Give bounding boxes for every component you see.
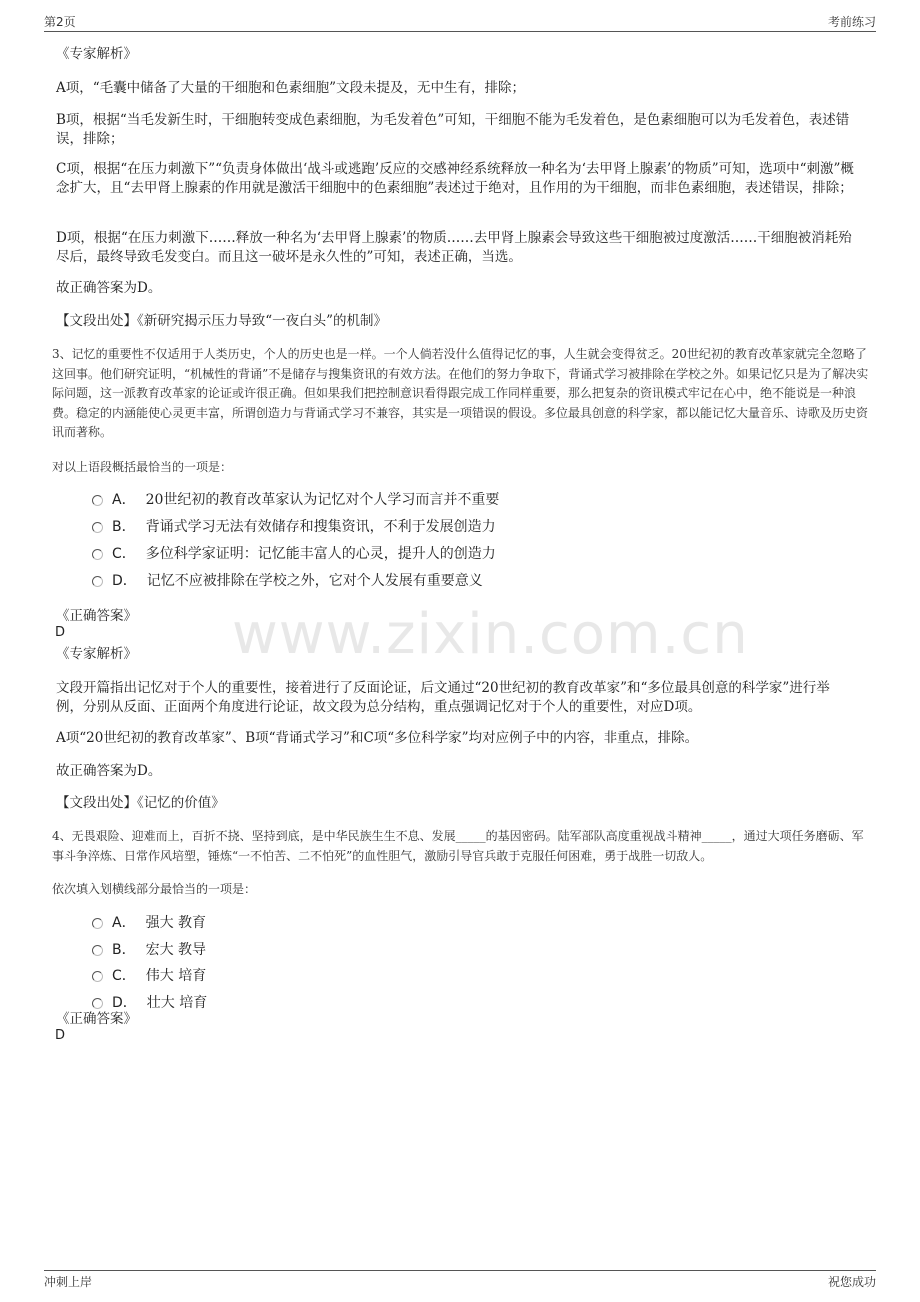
correct-answer-title: 《正确答案》 [56,1011,137,1027]
question-4-option-b[interactable]: B． 宏大 教导 [92,940,206,960]
analysis-paragraph: A项“20世纪初的教育改革家”、B项“背诵式学习”和C项“多位科学家”均对应例子中的内容，非重点，排除。 [56,730,699,746]
question-3-option-c[interactable]: C． 多位科学家证明：记忆能丰富人的心灵，提升人的创造力 [92,544,496,564]
question-4-text: 4、无畏艰险、迎难而上，百折不挠、坚持到底，是中华民族生生不息、发展_____的基因密码。陆军部队高度重视战斗精神_____，通过大项任务磨砺、军事斗争淬炼、日常作风培塑，锤炼“一不怕苦、二不怕死”的血性胆气，激励引导官兵敢于克服任何困难，勇于战胜一切敌人。 [52,829,864,863]
radio-icon[interactable] [92,522,103,533]
analysis-option-b: B项，根据“当毛发新生时，干细胞转变成色素细胞，为毛发着色”可知，干细胞不能为毛发着色，是色素细胞可以为毛发着色，表述错误，排除； [56,112,850,147]
page-header [44,13,876,32]
correct-answer-title: 《正确答案》 [56,608,137,624]
question-4-prompt: 依次填入划横线部分最恰当的一项是： [52,882,257,896]
footer-left-label: 冲刺上岸 [44,1275,93,1289]
analysis-option-a: A项，“毛囊中储备了大量的干细胞和色素细胞”文段未提及，无中生有，排除； [56,80,526,96]
analysis-option-c: C项，根据“在压力刺激下”“负责身体做出‘战斗或逃跑’反应的交感神经系统释放一种名为‘去甲肾上腺素’的物质”可知，选项中“刺激”概念扩大，且“去甲肾上腺素的作用就是激活干细胞中的色素细胞”表述过于绝对，且作用的为干细胞，而非色素细胞，表述错误，排除； [56,161,854,196]
correct-answer: D [55,1028,66,1043]
analysis-option-d: D项，根据“在压力刺激下……释放一种名为‘去甲肾上腺素’的物质……去甲肾上腺素会导致这些干细胞被过度激活……干细胞被消耗殆尽后，最终导致毛发变白。而且这一破坏是永久性的”可知，表述正确，当选。 [56,230,852,265]
radio-icon[interactable] [92,918,103,929]
analysis-conclusion: 故正确答案为D。 [56,280,162,296]
radio-icon[interactable] [92,549,103,560]
analysis-paragraph: 文段开篇指出记忆对于个人的重要性，接着进行了反面论证，后文通过“20世纪初的教育改革家”和“多位最具创意的科学家”进行举例，分别从反面、正面两个角度进行论证，故文段为总分结构，重点强调记忆对于个人的重要性，对应D项。 [56,680,830,715]
radio-icon[interactable] [92,971,103,982]
header-label: 考前练习 [827,15,876,29]
radio-icon[interactable] [92,945,103,956]
question-3-text: 3、记忆的重要性不仅适用于人类历史，个人的历史也是一样。一个人倘若没什么值得记忆的事，人生就会变得贫乏。20世纪初的教育改革家就完全忽略了这回事。他们研究证明，“机械性的背诵”不是储存与搜集资讯的有效方法。在他们的努力争取下，背诵式学习被排除在学校之外。如果记忆只是为了解决实际问题，这一派教育改革家的论证或许很正确。但如果我们把控制意识看得跟完成工作同样重要，那么把复杂的资讯模式牢记在心中，绝不能说是一种浪费。稳定的内涵能使心灵更丰富，所谓创造力与背诵式学习不兼容，其实是一项错误的假设。多位最具创意的科学家，都以能记忆大量音乐、诗歌及历史资讯而著称。 [52,347,869,439]
question-4-option-d[interactable]: D． 壮大 培育 [92,993,207,1013]
correct-answer: D [55,625,66,640]
expert-analysis-title: 《专家解析》 [56,46,137,62]
question-4-option-c[interactable]: C． 伟大 培育 [92,966,206,986]
question-3-option-a[interactable]: A． 20世纪初的教育改革家认为记忆对个人学习而言并不重要 [92,490,499,510]
analysis-conclusion: 故正确答案为D。 [56,763,162,779]
source-citation: 【文段出处】《新研究揭示压力导致“一夜白头”的机制》 [56,313,388,329]
expert-analysis-title: 《专家解析》 [56,646,137,662]
radio-icon[interactable] [92,576,103,587]
radio-icon[interactable] [92,998,103,1009]
question-4-option-a[interactable]: A． 强大 教育 [92,913,206,933]
source-citation: 【文段出处】《记忆的价值》 [56,795,225,811]
page-number: 第2页 [44,15,76,29]
footer-right-label: 祝您成功 [827,1275,876,1289]
question-3-option-b[interactable]: B． 背诵式学习无法有效储存和搜集资讯，不利于发展创造力 [92,517,496,537]
page-footer [44,1270,876,1291]
watermark: www.zixin.com.cn [232,602,749,667]
question-3-prompt: 对以上语段概括最恰当的一项是： [52,460,233,474]
question-3-option-d[interactable]: D． 记忆不应被排除在学校之外，它对个人发展有重要意义 [92,571,483,591]
radio-icon[interactable] [92,495,103,506]
